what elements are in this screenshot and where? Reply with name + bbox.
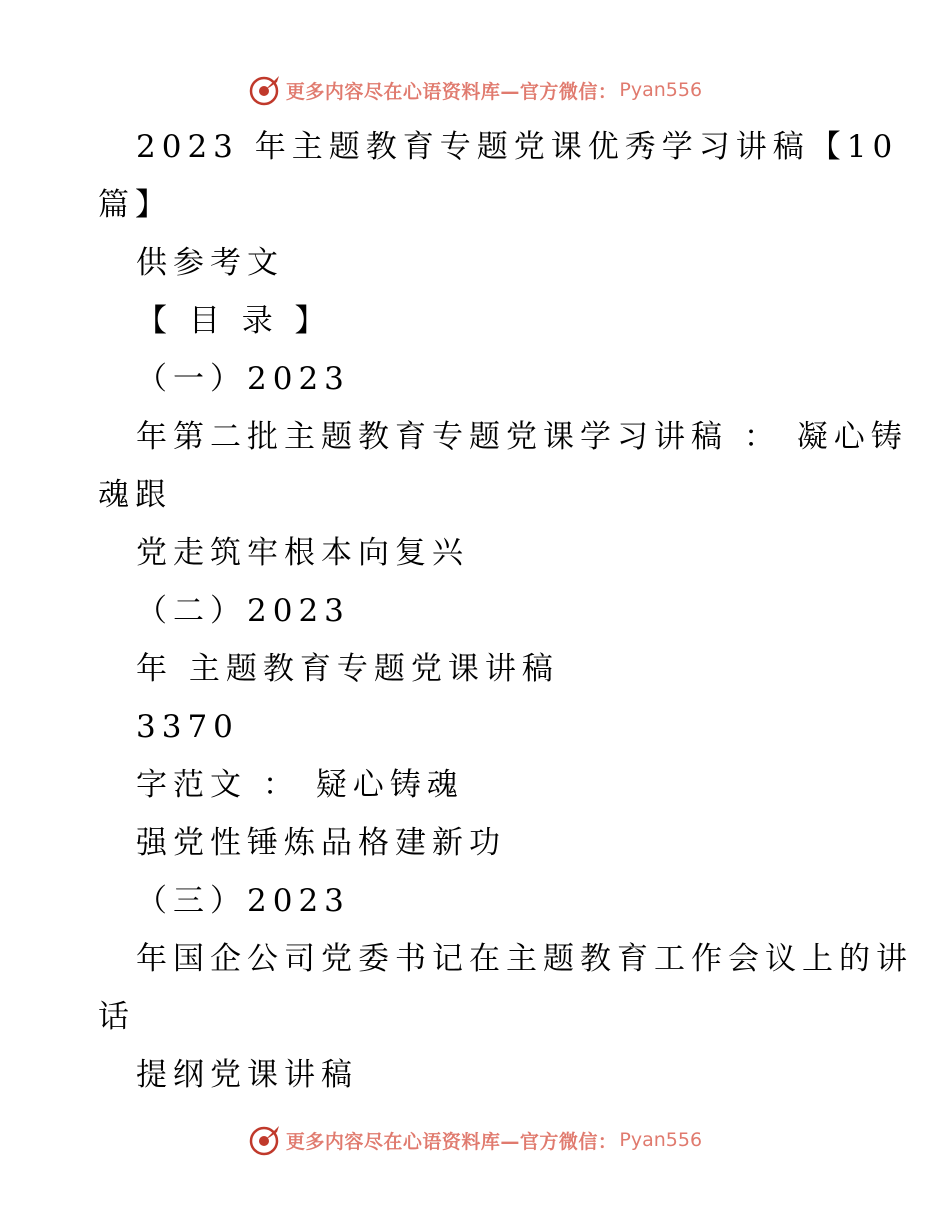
quill-logo-icon bbox=[248, 1123, 282, 1157]
toc-item-3-number: （三）2023 bbox=[136, 883, 350, 919]
toc-item-1-line-3: 党走筑牢根本向复兴 bbox=[136, 535, 469, 571]
banner-wechat-id: Pyan556 bbox=[619, 79, 703, 101]
header-banner bbox=[0, 70, 950, 110]
toc-item-2-line-3: 字范文 ： 疑心铸魂 bbox=[136, 767, 464, 803]
toc-heading: 【 目 录 】 bbox=[136, 303, 332, 339]
toc-item-3-line-2: 话 bbox=[98, 999, 135, 1035]
toc-item-2-number: （二）2023 bbox=[136, 593, 350, 629]
banner-text: 更多内容尽在心语资料库—官方微信： bbox=[285, 80, 618, 103]
banner-wechat-id: Pyan556 bbox=[619, 1129, 703, 1151]
toc-item-2-line-2: 3370 bbox=[136, 709, 239, 745]
footer-banner bbox=[0, 1120, 950, 1160]
toc-item-2-line-4: 强党性锤炼品格建新功 bbox=[136, 825, 506, 861]
banner-text: 更多内容尽在心语资料库—官方微信： bbox=[285, 1130, 618, 1153]
toc-item-3-line-1: 年国企公司党委书记在主题教育工作会议上的讲 bbox=[136, 941, 913, 977]
toc-item-1-number: （一）2023 bbox=[136, 361, 350, 397]
doc-title-line-2: 篇】 bbox=[98, 187, 172, 223]
doc-title-line-1: 2023 年主题教育专题党课优秀学习讲稿【10 bbox=[136, 129, 899, 165]
document-body bbox=[98, 118, 913, 1104]
doc-subtitle: 供参考文 bbox=[136, 245, 284, 281]
toc-item-1-line-2: 魂跟 bbox=[98, 477, 172, 513]
quill-logo-icon bbox=[248, 73, 282, 107]
toc-item-2-line-1: 年 主题教育专题党课讲稿 bbox=[136, 651, 559, 687]
toc-item-3-line-3: 提纲党课讲稿 bbox=[136, 1057, 358, 1093]
toc-item-1-line-1: 年第二批主题教育专题党课学习讲稿 ： 凝心铸 bbox=[136, 419, 908, 455]
